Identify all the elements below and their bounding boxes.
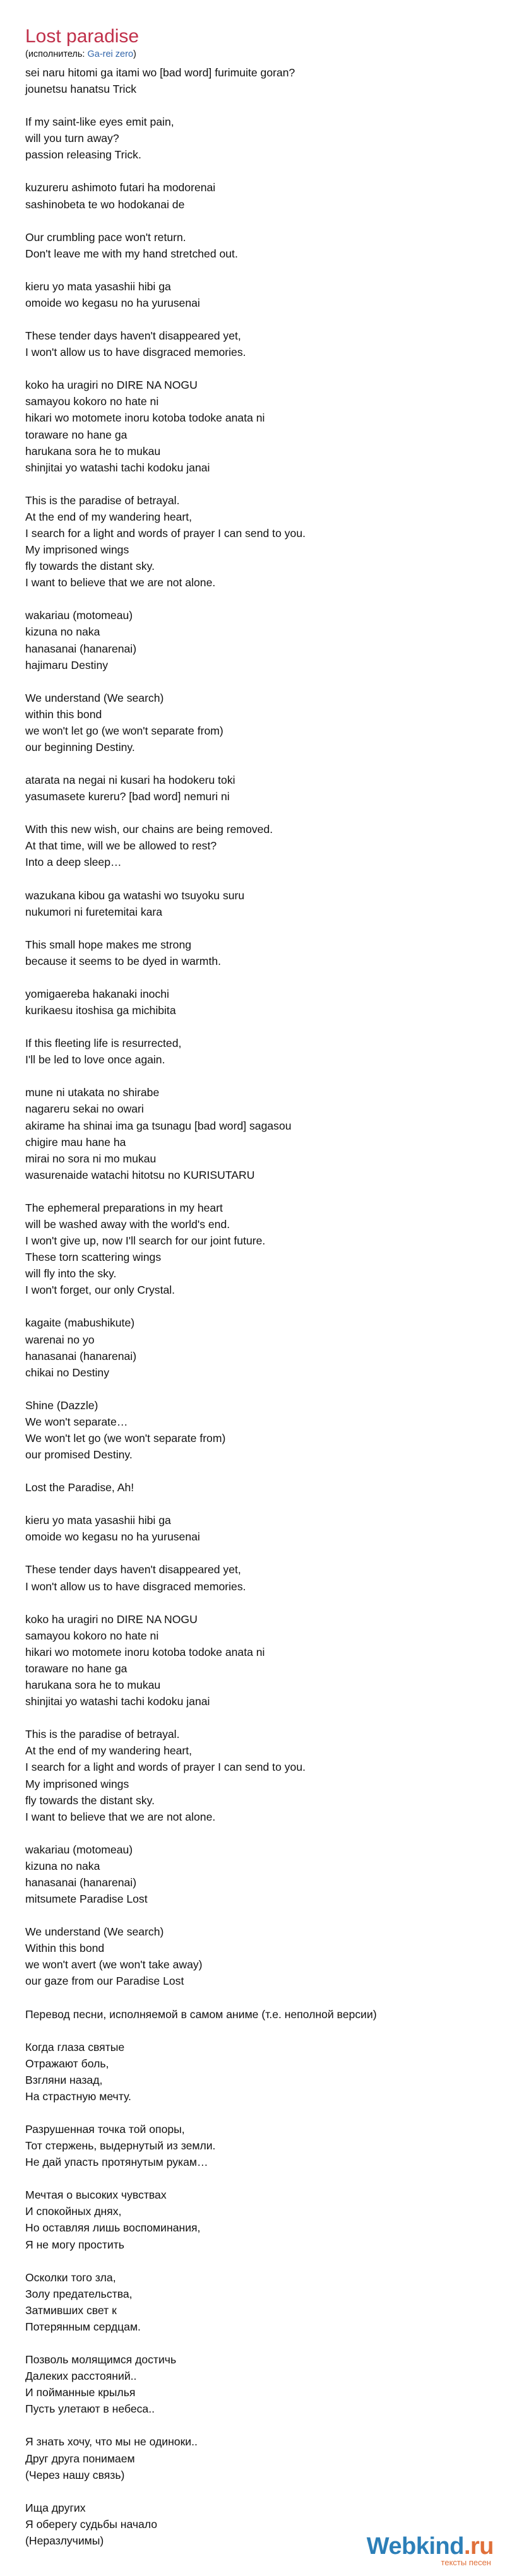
lyrics-line: Lost the Paradise, Ah! bbox=[25, 1481, 134, 1494]
lyrics-line: nagareru sekai no owari bbox=[25, 1102, 144, 1116]
lyrics-line: I won't give up, now I'll search for our joint future. bbox=[25, 1234, 266, 1248]
lyrics-line: our gaze from our Paradise Lost bbox=[25, 1975, 184, 1988]
lyrics-line: We understand (We search) bbox=[25, 691, 164, 704]
lyrics-stanza bbox=[25, 1035, 480, 1068]
lyrics-line: Тот стержень, выдернутый из земли. bbox=[25, 2139, 216, 2153]
lyrics-stanza bbox=[25, 607, 480, 673]
lyrics-line: Золу предательства, bbox=[25, 2287, 133, 2300]
lyrics-line: wakariau (motomeau) bbox=[25, 1843, 133, 1856]
lyrics-line: These tender days haven't disappeared yet, bbox=[25, 329, 241, 343]
lyrics-stanza bbox=[25, 2006, 480, 2023]
lyrics-line: omoide wo kegasu no ha yurusenai bbox=[25, 1530, 200, 1544]
lyrics-stanza bbox=[25, 229, 480, 262]
artist-prefix: (исполнитель: bbox=[25, 49, 88, 59]
lyrics-line: И пойманные крылья bbox=[25, 2386, 136, 2399]
lyrics-line: samayou kokoro no hate ni bbox=[25, 395, 159, 408]
lyrics-line: within this bond bbox=[25, 707, 102, 721]
lyrics-line: hanasanai (hanarenai) bbox=[25, 642, 137, 655]
lyrics-line: hajimaru Destiny bbox=[25, 658, 109, 671]
lyrics-line: Я оберегу судьбы начало bbox=[25, 2517, 158, 2531]
lyrics-line: kuzureru ashimoto futari ha modorenai bbox=[25, 181, 216, 194]
lyrics-line: chigire mau hane ha bbox=[25, 1135, 126, 1149]
lyrics-line: shinjitai yo watashi tachi kodoku janai bbox=[25, 1695, 210, 1708]
lyrics-line: wazukana kibou ga watashi wo tsuyoku suru bbox=[25, 889, 245, 902]
lyrics-line: И спокойных днях, bbox=[25, 2205, 122, 2218]
lyrics-line: kieru yo mata yasashii hibi ga bbox=[25, 280, 171, 293]
lyrics-line: My imprisoned wings bbox=[25, 543, 129, 557]
lyrics-line: harukana sora he to mukau bbox=[25, 1679, 161, 1692]
lyrics-line: yasumasete kureru? [bad word] nemuri ni bbox=[25, 790, 230, 803]
lyrics-line: mune ni utakata no shirabe bbox=[25, 1086, 160, 1099]
lyrics-line: (Через нашу связь) bbox=[25, 2468, 125, 2481]
lyrics-line: Пусть улетают в небеса.. bbox=[25, 2402, 155, 2416]
lyrics-stanza bbox=[25, 114, 480, 163]
lyrics-line: Потерянным сердцам. bbox=[25, 2320, 141, 2333]
lyrics-line: These torn scattering wings bbox=[25, 1251, 162, 1264]
lyrics-stanza bbox=[25, 1923, 480, 1989]
lyrics-line: sei naru hitomi ga itami wo [bad word] furimuite goran? bbox=[25, 66, 295, 79]
lyrics-line: Друг друга понимаем bbox=[25, 2452, 135, 2465]
lyrics-line: Into a deep sleep… bbox=[25, 856, 122, 869]
lyrics-stanza bbox=[25, 2433, 480, 2483]
lyrics-line: chikai no Destiny bbox=[25, 1366, 109, 1379]
site-logo-main: Webkind bbox=[366, 2533, 464, 2560]
lyrics-stanza bbox=[25, 328, 480, 360]
lyrics-line: will you turn away? bbox=[25, 132, 119, 145]
lyrics-line: warenai no yo bbox=[25, 1333, 95, 1346]
lyrics-line: koko ha uragiri no DIRE NA NOGU bbox=[25, 1612, 198, 1626]
lyrics-stanza bbox=[25, 1512, 480, 1545]
lyrics-line: Разрушенная точка той опоры, bbox=[25, 2123, 185, 2136]
lyrics-line: yomigaereba hakanaki inochi bbox=[25, 987, 169, 1000]
lyrics-line: akirame ha shinai ima ga tsunagu [bad word] sagasou bbox=[25, 1119, 292, 1132]
lyrics-line: we won't avert (we won't take away) bbox=[25, 1958, 203, 1971]
lyrics-line: kieru yo mata yasashii hibi ga bbox=[25, 1514, 171, 1527]
artist-line bbox=[25, 48, 480, 61]
lyrics-line: wakariau (motomeau) bbox=[25, 609, 133, 622]
lyrics-line: shinjitai yo watashi tachi kodoku janai bbox=[25, 461, 210, 474]
lyrics-line: At that time, will we be allowed to rest? bbox=[25, 839, 217, 853]
lyrics-line: At the end of my wandering heart, bbox=[25, 510, 193, 523]
lyrics-line: Позволь молящимся достичь bbox=[25, 2353, 177, 2366]
lyrics-line: kurikaesu itoshisa ga michibita bbox=[25, 1004, 176, 1017]
lyrics-line: I won't allow us to have disgraced memories. bbox=[25, 346, 246, 359]
lyrics-stanza bbox=[25, 179, 480, 212]
lyrics-line: kizuna no naka bbox=[25, 625, 100, 639]
lyrics-line: This is the paradise of betrayal. bbox=[25, 493, 180, 507]
lyrics-line: With this new wish, our chains are being removed. bbox=[25, 823, 273, 836]
lyrics-line: Мечтая о высоких чувствах bbox=[25, 2189, 167, 2202]
lyrics-line: fly towards the distant sky. bbox=[25, 560, 155, 573]
lyrics-line: jounetsu hanatsu Trick bbox=[25, 83, 137, 96]
lyrics-line: We won't separate… bbox=[25, 1415, 128, 1428]
lyrics-line: I search for a light and words of prayer I can send to you. bbox=[25, 526, 306, 540]
lyrics-stanza bbox=[25, 492, 480, 591]
lyrics-line: This is the paradise of betrayal. bbox=[25, 1728, 180, 1741]
lyrics-line: This small hope makes me strong bbox=[25, 938, 192, 951]
lyrics-line: omoide wo kegasu no ha yurusenai bbox=[25, 296, 200, 309]
lyrics-line: Я знать хочу, что мы не одиноки.. bbox=[25, 2435, 198, 2449]
lyrics-line: hanasanai (hanarenai) bbox=[25, 1349, 137, 1362]
lyrics-line: Осколки того зла, bbox=[25, 2271, 116, 2284]
lyrics-line: samayou kokoro no hate ni bbox=[25, 1629, 159, 1642]
site-logo-tld: .ru bbox=[463, 2533, 494, 2560]
lyrics-stanza bbox=[25, 278, 480, 311]
lyrics-line: hikari wo motomete inoru kotoba todoke anata ni bbox=[25, 1645, 265, 1658]
lyrics-stanza bbox=[25, 1084, 480, 1183]
lyrics-stanza bbox=[25, 1479, 480, 1496]
lyrics-line: If my saint-like eyes emit pain, bbox=[25, 115, 174, 129]
lyrics-stanza bbox=[25, 1841, 480, 1907]
lyrics-line: Затмивших свет к bbox=[25, 2303, 117, 2317]
lyrics-line: wasurenaide watachi hitotsu no KURISUTARU bbox=[25, 1168, 255, 1181]
lyrics-line: Перевод песни, исполняемой в самом аниме (т.е. неполной версии) bbox=[25, 2007, 377, 2021]
lyrics-line: our beginning Destiny. bbox=[25, 741, 135, 753]
lyrics-line: hikari wo motomete inoru kotoba todoke anata ni bbox=[25, 411, 265, 425]
lyrics-line: sashinobeta te wo hodokanai de bbox=[25, 198, 185, 211]
lyrics-line: because it seems to be dyed in warmth. bbox=[25, 954, 222, 967]
lyrics-stanza bbox=[25, 821, 480, 870]
lyrics-line: These tender days haven't disappeared yet, bbox=[25, 1563, 241, 1576]
lyrics-stanza bbox=[25, 986, 480, 1019]
lyrics-line: Не дай упасть протянутым рукам… bbox=[25, 2156, 208, 2169]
lyrics-line: The ephemeral preparations in my heart bbox=[25, 1201, 223, 1214]
lyrics-line: kagaite (mabushikute) bbox=[25, 1316, 135, 1330]
lyrics-line: Our crumbling pace won't return. bbox=[25, 230, 186, 244]
lyrics-line: Don't leave me with my hand stretched out. bbox=[25, 247, 238, 260]
lyrics-line: (Неразлучимы) bbox=[25, 2534, 104, 2547]
lyrics-stanza bbox=[25, 1726, 480, 1825]
site-logo-name bbox=[367, 2534, 494, 2559]
lyrics-stanza bbox=[25, 377, 480, 476]
lyrics-line: atarata na negai ni kusari ha hodokeru toki bbox=[25, 774, 235, 787]
site-logo-tagline: тексты песен bbox=[441, 2558, 491, 2567]
artist-suffix: ) bbox=[133, 49, 136, 59]
lyrics-stanza bbox=[25, 2121, 480, 2170]
lyrics-stanza bbox=[25, 936, 480, 969]
lyrics-stanza bbox=[25, 64, 480, 97]
lyrics-stanza bbox=[25, 772, 480, 805]
lyrics-line: Отражают боль, bbox=[25, 2057, 109, 2070]
lyrics-stanza bbox=[25, 1561, 480, 1594]
lyrics-line: Ища других bbox=[25, 2501, 86, 2514]
lyrics-line: We understand (We search) bbox=[25, 1925, 164, 1939]
lyrics-line: My imprisoned wings bbox=[25, 1777, 129, 1790]
lyrics-line: toraware no hane ga bbox=[25, 428, 128, 441]
lyrics-line: mirai no sora ni mo mukau bbox=[25, 1152, 157, 1165]
lyrics-line: На страстную мечту. bbox=[25, 2089, 131, 2103]
lyrics-stanza bbox=[25, 2269, 480, 2335]
lyrics-line: harukana sora he to mukau bbox=[25, 444, 161, 458]
song-title: Lost paradise bbox=[25, 26, 140, 47]
lyrics-line: At the end of my wandering heart, bbox=[25, 1744, 193, 1758]
lyrics-line: we won't let go (we won't separate from) bbox=[25, 724, 223, 737]
lyrics-stanza bbox=[25, 1397, 480, 1463]
lyrics-stanza bbox=[25, 690, 480, 755]
lyrics-line: If this fleeting life is resurrected, bbox=[25, 1037, 182, 1050]
lyrics-line: Далеких расстояний.. bbox=[25, 2370, 137, 2383]
lyrics-line: Когда глаза святые bbox=[25, 2040, 125, 2053]
lyrics-line: I'll be led to love once again. bbox=[25, 1053, 165, 1066]
lyrics-line: passion releasing Trick. bbox=[25, 148, 141, 162]
lyrics-line: hanasanai (hanarenai) bbox=[25, 1876, 137, 1889]
lyrics-line: I won't forget, our only Crystal. bbox=[25, 1284, 175, 1297]
lyrics-line: We won't let go (we won't separate from) bbox=[25, 1432, 226, 1445]
artist-link[interactable]: Ga-rei zero bbox=[87, 49, 134, 59]
lyrics-line: Within this bond bbox=[25, 1942, 105, 1955]
lyrics-line: mitsumete Paradise Lost bbox=[25, 1893, 148, 1906]
site-logo[interactable] bbox=[367, 2534, 494, 2567]
lyrics-line: Но оставляя лишь воспоминания, bbox=[25, 2221, 201, 2235]
lyrics-stanza bbox=[25, 2039, 480, 2105]
lyrics-line: Shine (Dazzle) bbox=[25, 1398, 98, 1412]
lyrics-body bbox=[25, 64, 480, 2549]
lyrics-line: Взгляни назад, bbox=[25, 2073, 103, 2086]
lyrics-line: toraware no hane ga bbox=[25, 1662, 128, 1675]
lyrics-line: I won't allow us to have disgraced memories. bbox=[25, 1580, 246, 1593]
lyrics-line: Я не могу простить bbox=[25, 2238, 124, 2251]
lyrics-line: I search for a light and words of prayer I can send to you. bbox=[25, 1761, 306, 1774]
lyrics-stanza bbox=[25, 2187, 480, 2252]
lyrics-line: koko ha uragiri no DIRE NA NOGU bbox=[25, 379, 198, 392]
lyrics-line: I want to believe that we are not alone. bbox=[25, 576, 216, 589]
lyrics-line: kizuna no naka bbox=[25, 1859, 100, 1872]
lyrics-line: fly towards the distant sky. bbox=[25, 1793, 155, 1807]
lyrics-stanza bbox=[25, 1200, 480, 1299]
lyrics-line: I want to believe that we are not alone. bbox=[25, 1810, 216, 1823]
lyrics-line: nukumori ni furetemitai kara bbox=[25, 905, 163, 918]
lyrics-stanza bbox=[25, 1611, 480, 1710]
lyrics-stanza bbox=[25, 1315, 480, 1380]
lyrics-line: our promised Destiny. bbox=[25, 1448, 133, 1462]
lyrics-line: will fly into the sky. bbox=[25, 1267, 117, 1280]
lyrics-line: will be washed away with the world's end. bbox=[25, 1217, 230, 1231]
lyrics-stanza bbox=[25, 2351, 480, 2417]
lyrics-stanza bbox=[25, 887, 480, 920]
